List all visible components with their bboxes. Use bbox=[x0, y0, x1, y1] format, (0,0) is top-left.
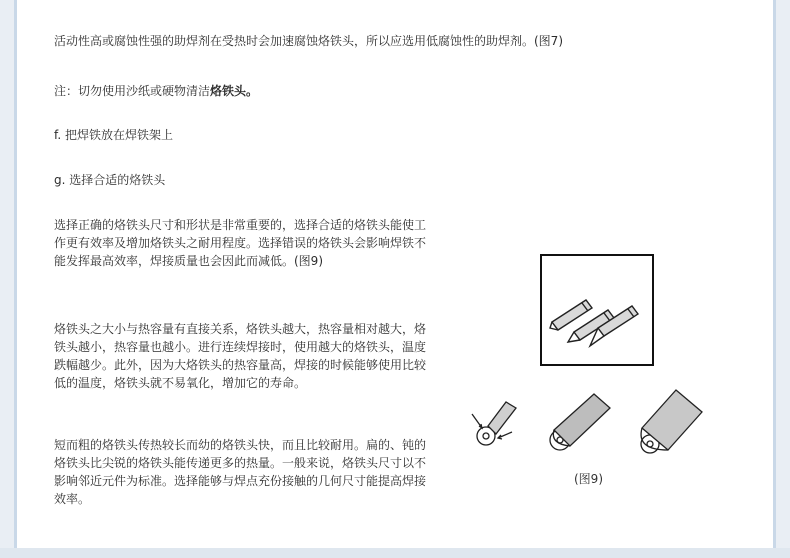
paragraph-heat-capacity: 烙铁头之大小与热容量有直接关系，烙铁头越大，热容量相对越大，烙铁头越小，热容量也越小。进行连续焊接时，使用越大的烙铁头，温度跌幅越少。此外，因为大烙铁头的热容量高，焊接的时候能够使用比较低的温度，烙铁头就不易氧化，增加它的寿命。 bbox=[54, 322, 427, 390]
note-bold-text: 烙铁头。 bbox=[210, 84, 259, 98]
paragraph-tip-selection: 选择正确的烙铁头尺寸和形状是非常重要的，选择合适的烙铁头能使工作更有效率及增加烙铁头之耐用程度。选择错误的烙铁头会影响焊铁不能发挥最高效率，焊接质量也会因此而减低。(图9) bbox=[54, 218, 427, 268]
flux-corrosion-line: 活动性高或腐蚀性强的助焊剂在受热时会加速腐蚀烙铁头，所以应选用低腐蚀性的助焊剂。(图7) bbox=[54, 34, 564, 48]
bottom-divider bbox=[0, 548, 790, 558]
item-g: g. 选择合适的烙铁头 bbox=[54, 173, 166, 187]
soldering-tips-illustration bbox=[542, 256, 652, 364]
paragraph-tip-shape: 短而粗的烙铁头传热较长而幼的烙铁头快，而且比较耐用。扁的、钝的烙铁头比尖锐的烙铁头能传递更多的热量。一般来说，烙铁头尺寸以不影响邻近元件为标准。选择能够与焊点充份接触的几何尺寸能提高焊接效率。 bbox=[54, 438, 427, 506]
tip-contact-illustrations bbox=[466, 384, 706, 468]
soldering-tips-figure bbox=[540, 254, 654, 366]
item-f: f. 把焊铁放在焊铁架上 bbox=[54, 128, 173, 142]
figure-caption: (图9) bbox=[574, 472, 603, 486]
note-line bbox=[54, 83, 258, 99]
note-text: 注：切勿使用沙纸或硬物清洁 bbox=[54, 84, 211, 98]
